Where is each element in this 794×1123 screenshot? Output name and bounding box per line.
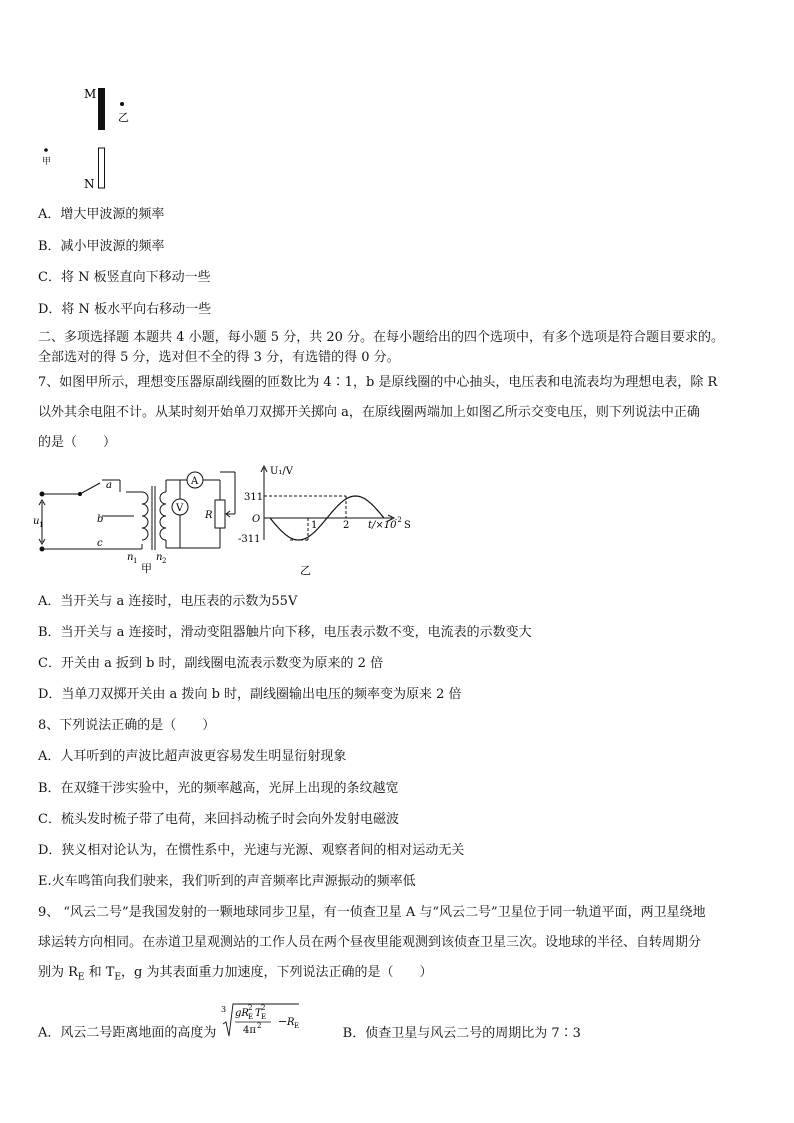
q8-option-d: D．狭义相对论认为，在惯性系中，光速与光源、观察者间的相对运动无关	[38, 843, 465, 858]
source-yi-dot	[120, 102, 124, 106]
q9-stem-line1: 9、 “风云二号”是我国发射的一颗地球同步卫星，有一侦查卫星 A 与“风云二号”卫星位于同一轨道平面，两卫星绕地	[38, 905, 706, 920]
resistor-label: R	[205, 510, 213, 521]
source-yi-label: 乙	[118, 111, 129, 124]
q9-options-row	[38, 1004, 581, 1052]
q6-option-a: A．增大甲波源的频率	[38, 207, 165, 222]
graph-xlabel: t/×10	[368, 520, 397, 531]
q9-stem-line3	[38, 964, 432, 987]
voltmeter-label: V	[176, 503, 184, 514]
q9-option-a-text: A．风云二号距离地面的高度为	[38, 1025, 217, 1041]
caption-jia: 甲	[141, 562, 152, 575]
svg-text:E: E	[260, 1013, 266, 1021]
plate-n-label: N	[84, 177, 95, 191]
svg-text:T: T	[254, 1008, 262, 1019]
q9-line3-end: ，g 为其表面重力加速度，下列说法正确的是（ ）	[121, 965, 433, 980]
q8-option-b: B．在双缝干涉实验中，光的频率越高，光屏上出现的条纹越宽	[38, 781, 399, 796]
section2-heading-line1: 二、多项选择题 本题共 4 小题，每小题 5 分，共 20 分。在每小题给出的四个选项中，有多个选项是符合题目要求的。	[38, 330, 725, 345]
svg-text:3: 3	[220, 1005, 226, 1014]
q8-stem: 8、下列说法正确的是（ ）	[38, 718, 216, 733]
q9-option-b-text: B．侦查卫星与风云二号的周期比为 7∶3	[342, 1025, 581, 1041]
q9-line3-start: 别为 R	[38, 965, 78, 980]
q6-option-b: B．减小甲波源的频率	[38, 239, 165, 254]
svg-text:2: 2	[256, 1022, 261, 1030]
plate-m-label: M	[84, 87, 97, 101]
n2-label: n	[156, 552, 163, 563]
graph-ymin: -311	[238, 534, 261, 545]
svg-text:gR: gR	[234, 1008, 249, 1019]
n1-sub: 1	[133, 557, 138, 565]
cube-root-formula	[221, 1002, 329, 1040]
q7-figure	[30, 462, 430, 582]
svg-text:2: 2	[247, 1004, 252, 1012]
q7-option-d: D．当单刀双掷开关由 a 拨向 b 时，副线圈输出电压的频率变为原来 2 倍	[38, 687, 462, 702]
section2-heading-line2: 全部选对的得 5 分，选对但不全的得 3 分，有选错的得 0 分。	[38, 350, 400, 365]
switch-b-label: b	[97, 514, 104, 525]
q6-option-d: D．将 N 板水平向右移动一些	[38, 302, 212, 317]
graph-ymax: 311	[244, 492, 264, 503]
svg-text:4π: 4π	[242, 1025, 256, 1036]
q7-diagram	[30, 462, 430, 582]
n1-label: n	[127, 552, 134, 563]
svg-text:E: E	[247, 1013, 253, 1021]
source-jia-label: 甲	[42, 157, 52, 167]
graph-xlabel-exp: -2	[395, 516, 402, 524]
plate-m	[98, 88, 105, 130]
q8-option-a: A．人耳听到的声波比超声波更容易发生明显衍射现象	[38, 749, 347, 764]
q7-option-a: A．当开关与 a 连接时，电压表的示数为55V	[38, 594, 298, 609]
svg-text:−: −	[277, 1015, 287, 1028]
ammeter-label: A	[191, 476, 199, 487]
q8-option-c: C．梳头发时梳子带了电荷，来回抖动梳子时会向外发射电磁波	[38, 812, 399, 827]
q7-stem-line1: 7、如图甲所示，理想变压器原副线圈的匝数比为 4∶1，b 是原线圈的中心抽头，电压表和电流表均为理想电表，除 R	[38, 375, 718, 390]
svg-text:E: E	[293, 1022, 299, 1030]
u1-label: u	[33, 516, 40, 527]
graph-tick1: 1	[311, 520, 318, 531]
q7-option-c: C．开关由 a 扳到 b 时，副线圈电流表示数变为原来的 2 倍	[38, 656, 384, 671]
switch-c-label: c	[97, 538, 103, 549]
u1-sub: 1	[39, 521, 44, 529]
q9-line3-sub1: E	[77, 972, 85, 983]
svg-text:R: R	[286, 1017, 295, 1028]
svg-text:2: 2	[260, 1004, 265, 1012]
plate-n	[99, 148, 105, 188]
n2-sub: 2	[162, 557, 167, 565]
caption-yi: 乙	[300, 564, 311, 577]
q9-line3-mid: 和 T	[84, 965, 115, 980]
q6-option-c: C．将 N 板竖直向下移动一些	[38, 270, 211, 285]
switch-a-label: a	[106, 480, 112, 491]
graph-ylabel: U₁/V	[270, 466, 294, 477]
q8-option-e: E.火车鸣笛向我们驶来，我们听到的声音频率比声源振动的频率低	[38, 874, 416, 889]
graph-origin: O	[252, 514, 261, 525]
q9-line3-sub2: E	[114, 972, 122, 983]
q9-option-a-formula	[220, 1004, 329, 1052]
plates-figure	[36, 84, 146, 194]
plates-diagram	[36, 84, 146, 194]
q7-stem-line3: 的是（ ）	[38, 435, 117, 450]
source-jia-dot	[44, 148, 48, 152]
graph-tick2: 2	[343, 520, 350, 531]
q7-option-b: B．当开关与 a 连接时，滑动变阻器触片向下移，电压表示数不变，电流表的示数变大	[38, 625, 532, 640]
q9-stem-line2: 球运转方向相同。在赤道卫星观测站的工作人员在两个昼夜里能观测到该侦查卫星三次。设地球的半径、自转周期分	[38, 935, 702, 950]
q7-stem-line2: 以外其余电阻不计。从某时刻开始单刀双掷开关掷向 a，在原线圈两端加上如图乙所示交变电压，则下列说法中正确	[38, 405, 700, 420]
graph-xlabel-unit: S	[404, 520, 411, 531]
